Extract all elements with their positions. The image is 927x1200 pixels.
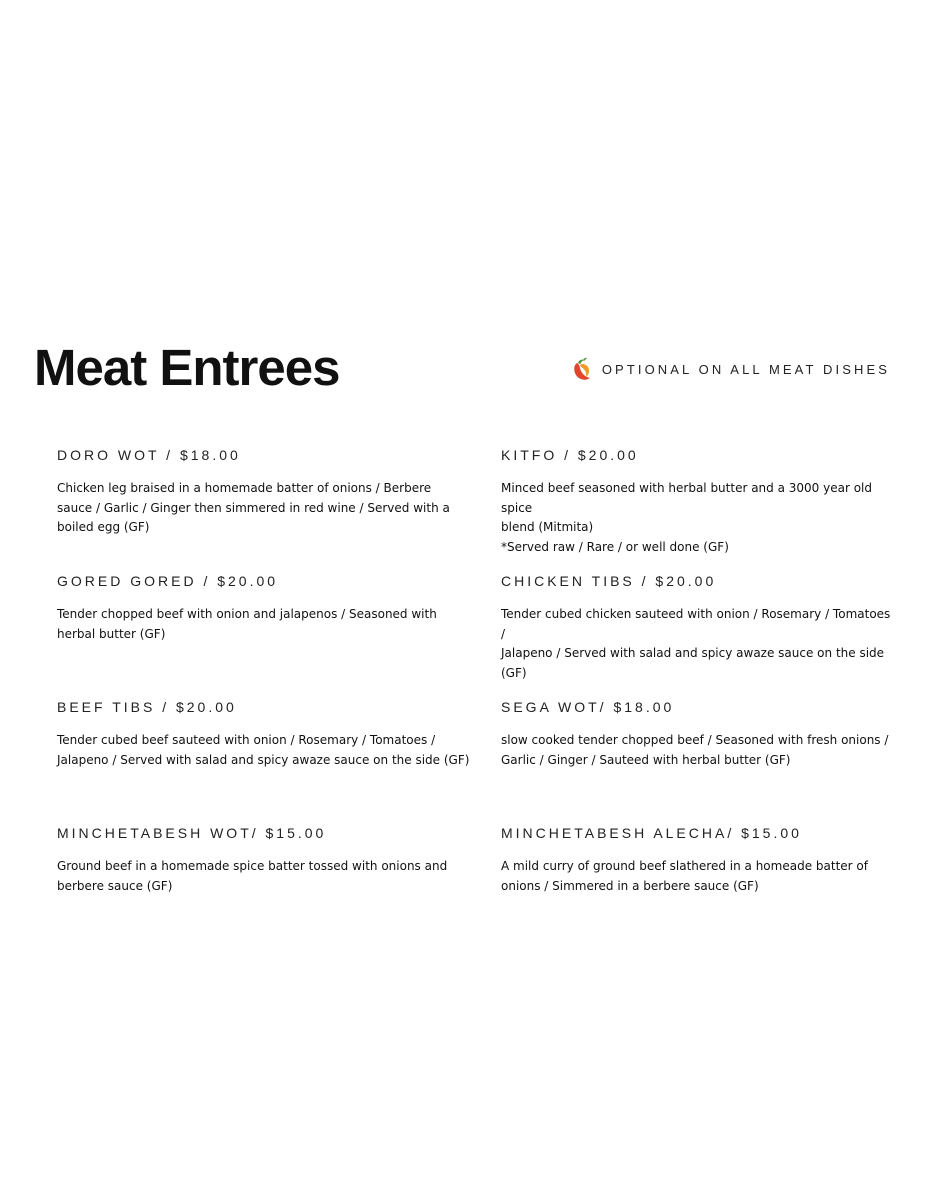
menu-grid	[57, 445, 897, 949]
item-title: KITFO / $20.00	[501, 447, 639, 463]
menu-item-minchetabesh-alecha	[501, 823, 897, 949]
item-title: SEGA WOT/ $18.00	[501, 699, 675, 715]
item-description: Chicken leg braised in a homemade batter of onions / Berbere sauce / Garlic / Ginger then simmered in red wine / Served with a boiled egg (GF)	[57, 481, 450, 535]
menu-item-chicken-tibs	[501, 571, 897, 697]
item-description: slow cooked tender chopped beef / Seasoned with fresh onions / Garlic / Ginger / Sauteed with herbal butter (GF)	[501, 733, 889, 767]
chili-pepper-icon	[572, 356, 596, 382]
item-title: GORED GORED / $20.00	[57, 573, 279, 589]
spice-note	[572, 356, 890, 382]
page-title: Meat Entrees	[34, 339, 340, 396]
menu-item-minchetabesh-wot	[57, 823, 501, 949]
item-description: Tender cubed chicken sauteed with onion / Rosemary / Tomatoes / Jalapeno / Served with salad and spicy awaze sauce on the side (GF)	[501, 607, 891, 680]
item-description: A mild curry of ground beef slathered in a homeade batter of onions / Simmered in a berbere sauce (GF)	[501, 859, 868, 893]
item-title: BEEF TIBS / $20.00	[57, 699, 237, 715]
item-description: Ground beef in a homemade spice batter tossed with onions and berbere sauce (GF)	[57, 859, 448, 893]
menu-item-beef-tibs	[57, 697, 501, 823]
menu-item-kitfo	[501, 445, 897, 571]
menu-item-gored-gored	[57, 571, 501, 697]
item-title: MINCHETABESH WOT/ $15.00	[57, 825, 327, 841]
item-title: DORO WOT / $18.00	[57, 447, 241, 463]
spice-note-text: OPTIONAL ON ALL MEAT DISHES	[601, 361, 890, 377]
item-title: CHICKEN TIBS / $20.00	[501, 573, 717, 589]
item-description: Tender cubed beef sauteed with onion / Rosemary / Tomatoes / Jalapeno / Served with salad and spicy awaze sauce on the side (GF)	[57, 733, 470, 767]
item-description: Tender chopped beef with onion and jalapenos / Seasoned with herbal butter (GF)	[57, 607, 437, 641]
item-title: MINCHETABESH ALECHA/ $15.00	[501, 825, 802, 841]
menu-item-sega-wot	[501, 697, 897, 823]
menu-item-doro-wot	[57, 445, 501, 571]
item-description: Minced beef seasoned with herbal butter and a 3000 year old spice blend (Mitmita) *Served raw / Rare / or well done (GF)	[501, 481, 872, 554]
